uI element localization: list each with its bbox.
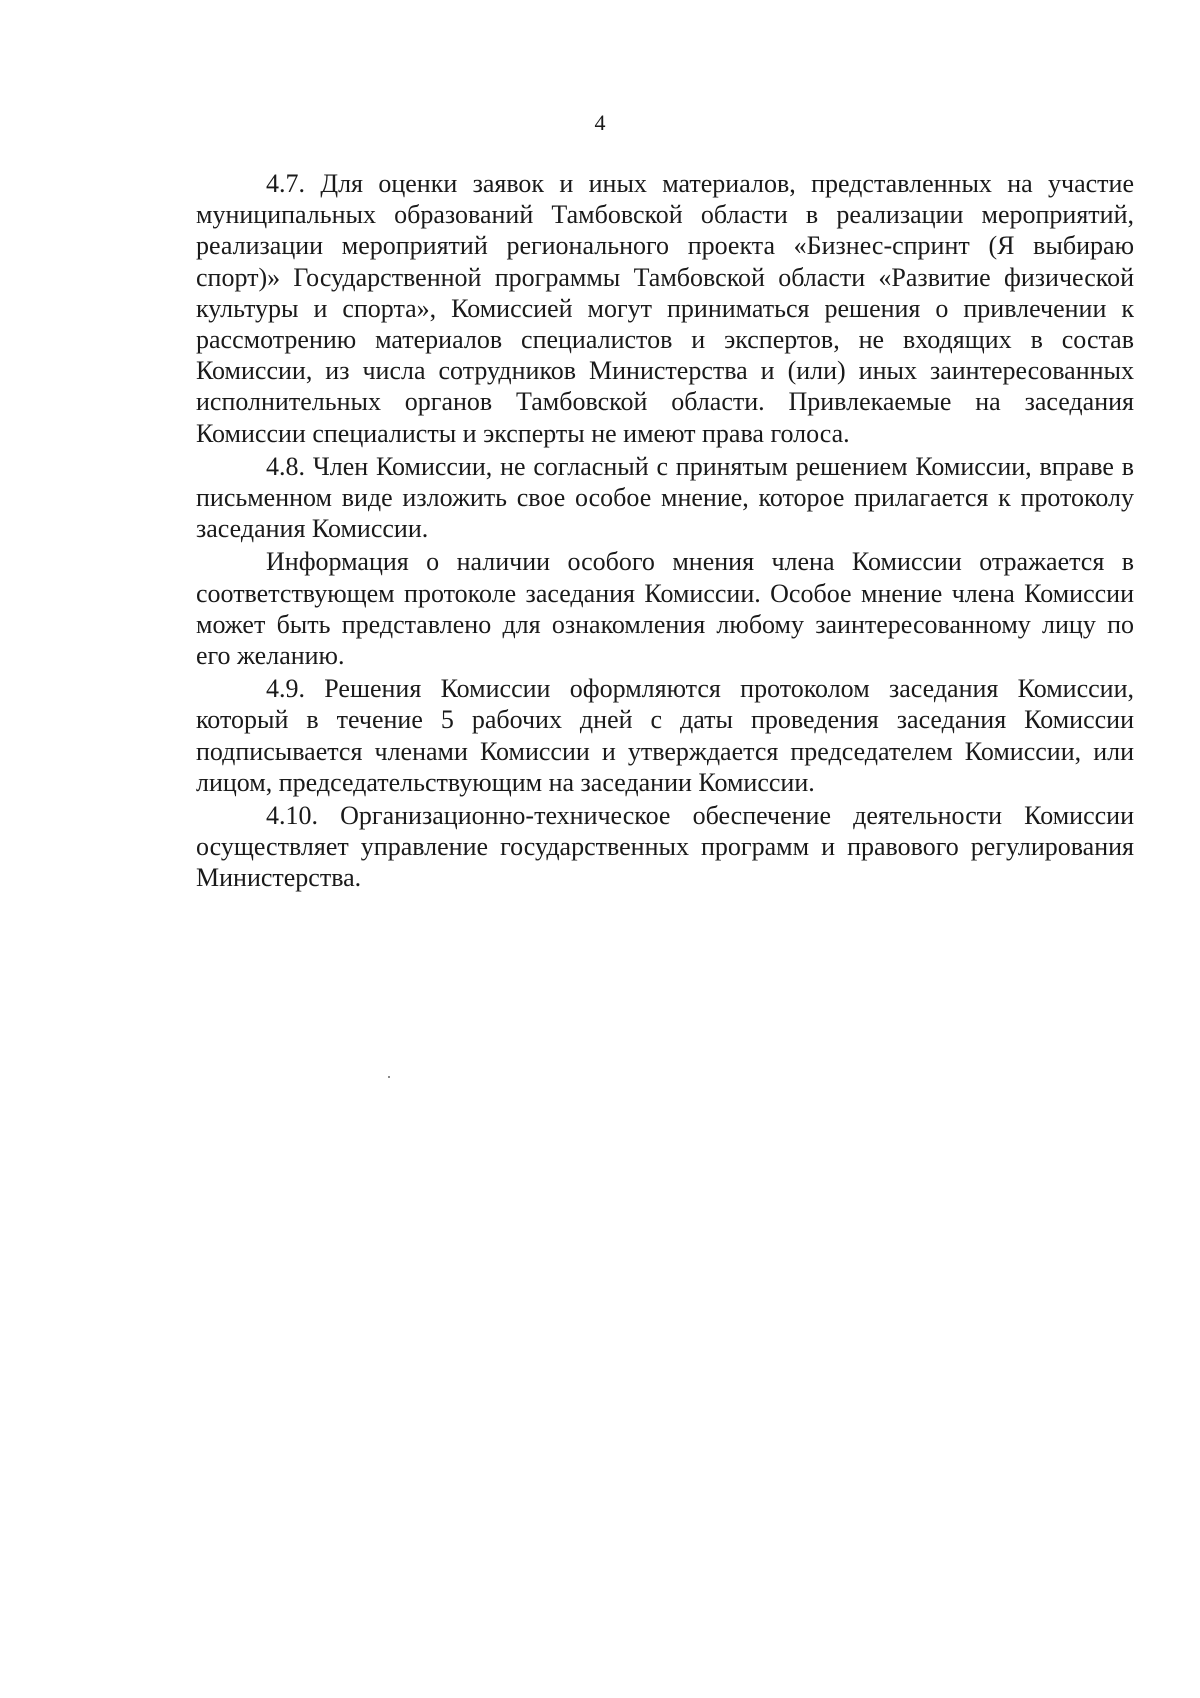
paragraph-4-8: 4.8. Член Комиссии, не согласный с принятым решением Комиссии, вправе в письменном виде изложить свое особое мнение, которое прилагается к протоколу заседания Комиссии.: [196, 451, 1134, 544]
paragraph-dissent-info: Информация о наличии особого мнения члена Комиссии отражается в соответствующем протоколе заседания Комиссии. Особое мнение члена Комиссии может быть представлено для ознакомления любому заинтересованному лицу по его желанию.: [196, 547, 1134, 671]
paragraph-4-9: 4.9. Решения Комиссии оформляются протоколом заседания Комиссии, который в течение 5 рабочих дней с даты проведения заседания Комиссии подписывается членами Комиссии и утверждается председателем Комиссии, или лицом, председательствующим на заседании Комиссии.: [196, 674, 1134, 797]
scan-speck: [388, 1076, 390, 1078]
page-number: 4: [594, 110, 606, 135]
document-body: [196, 168, 1134, 896]
paragraph-4-7: 4.7. Для оценки заявок и иных материалов, представленных на участие муниципальных образований Тамбовской области в реализации мероприятий, реализации мероприятий регионального проекта «Бизнес-спринт (Я выбираю спорт)» Государственной программы Тамбовской области «Развитие физической культуры и спорта», Комиссией могут приниматься решения о привлечении к рассмотрению материалов специалистов и экспертов, не входящих в состав Комиссии, из числа сотрудников Министерства и (или) иных заинтересованных исполнительных органов Тамбовской области. Привлекаемые на заседания Комиссии специалисты и эксперты не имеют права голоса.: [196, 169, 1134, 448]
paragraph-4-10: 4.10. Организационно-техническое обеспечение деятельности Комиссии осуществляет управление государственных программ и правового регулирования Министерства.: [196, 801, 1134, 893]
